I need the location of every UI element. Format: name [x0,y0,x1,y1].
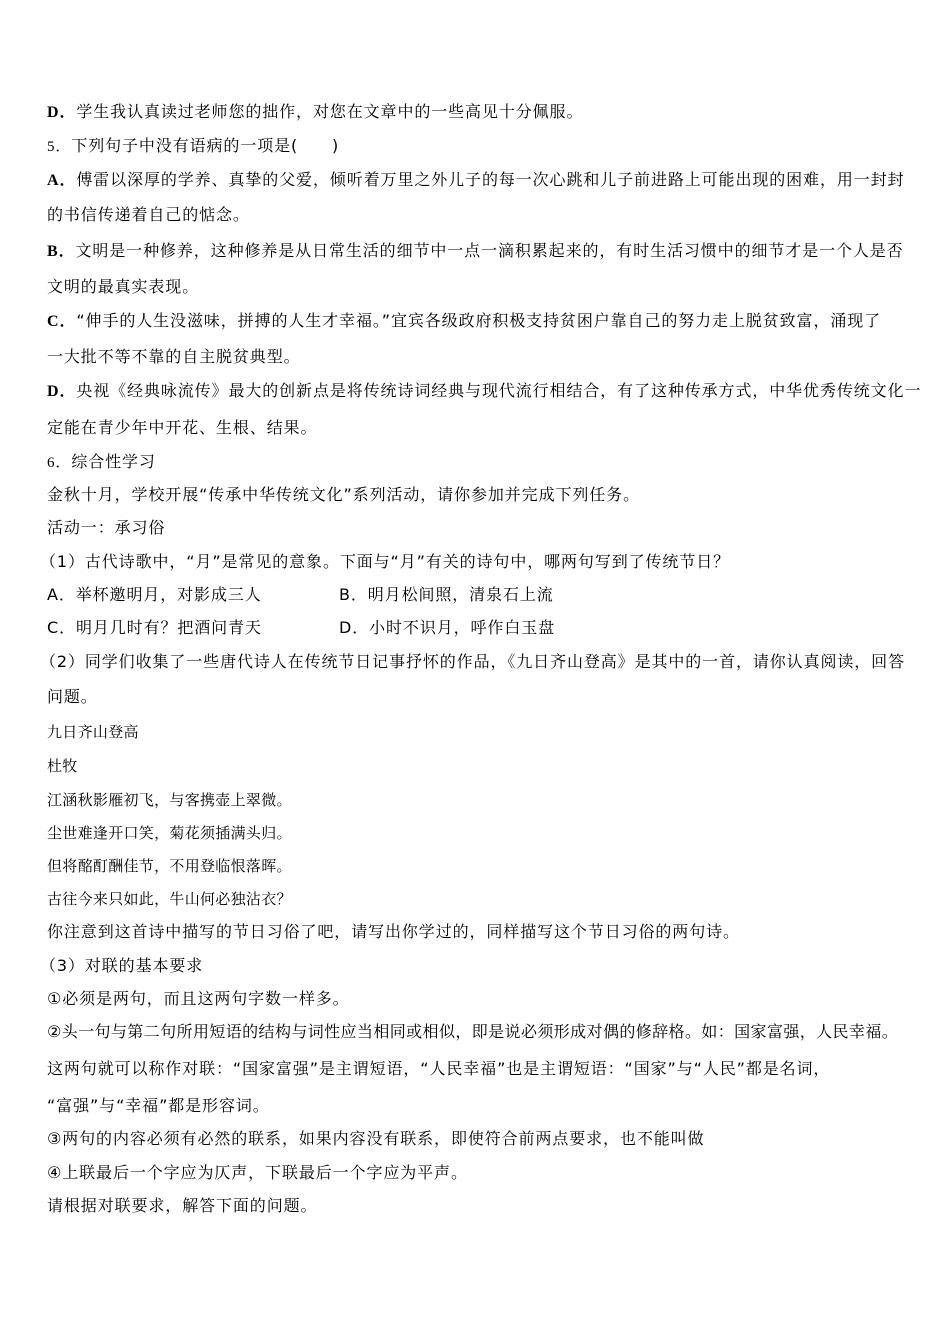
question-title: 综合性学习 [71,452,156,471]
q5-stem [47,136,339,157]
option-label: A． [47,172,77,189]
option-c: C．明月几时有？把酒问青天 [47,618,262,637]
rule-2-cont: “富强”与“幸福”都是形容词。 [47,1096,270,1115]
q5-option-b [47,241,904,262]
q5-option-d [47,381,921,402]
q6-intro: 金秋十月，学校开展“传承中华传统文化”系列活动，请你参加并完成下列任务。 [47,485,640,504]
q4-option-d [47,102,583,123]
poem-line: 尘世难逢开口笑，菊花须插满头归。 [47,824,292,842]
option-a: A．举杯邀明月，对影成三人 [47,585,262,604]
rule-2-cont: 这两句就可以称作对联：“国家富强”是主谓短语，“人民幸福”也是主谓短语：“国家”与“人民”都是名词， [47,1059,831,1078]
q6-stem [47,452,156,473]
option-text: 央视《经典咏流传》最大的创新点是将传统诗词经典与现代流行相结合，有了这种传承方式，中华优秀传统文化一 [76,381,922,400]
q6-part3-instruction: 请根据对联要求，解答下面的问题。 [47,1196,318,1215]
q5-option-a [47,170,904,191]
q6-part1-stem: （1）古代诗歌中，“月”是常见的意象。下面与“月”有关的诗句中，哪两句写到了传统节日？ [40,552,731,571]
q6-part1-options-row1 [47,585,907,605]
option-label: C． [47,313,77,330]
q5-option-c [47,311,881,332]
q5-option-a-cont: 的书信传递着自己的惦念。 [47,205,250,224]
option-text: “伸手的人生没滋味，拼搏的人生才幸福。”宜宾各级政府积极支持贫困户靠自己的努力走上脱贫致富，涌现了 [76,311,882,330]
poem-line: 古往今来只如此，牛山何必独沾衣？ [47,890,292,908]
option-text: 傅雷以深厚的学养、真挚的父爱，倾听着万里之外儿子的每一次心跳和儿子前进路上可能出现的困难，用一封封 [76,170,905,189]
poem-line: 江涵秋影雁初飞，与客携壶上翠微。 [47,791,292,809]
option-label: B． [47,243,76,260]
option-text: 学生我认真读过老师您的拙作，对您在文章中的一些高见十分佩服。 [76,102,584,121]
q6-part1-options-row2 [47,618,907,638]
poem-line: 但将酩酊酬佳节，不用登临恨落晖。 [47,857,292,875]
question-text: 下列句子中没有语病的一项是( ) [71,136,340,155]
rule-1: ①必须是两句，而且这两句字数一样多。 [47,989,350,1008]
option-label: D． [47,383,77,400]
question-number: 6． [47,455,72,471]
q5-option-b-cont: 文明的最真实表现。 [47,277,200,296]
q5-option-c-cont: 一大批不等不靠的自主脱贫典型。 [47,347,301,366]
q6-part2-question: 你注意到这首诗中描写的节日习俗了吧，请写出你学过的，同样描写这个节日习俗的两句诗。 [47,922,740,941]
q5-option-d-cont: 定能在青少年中开花、生根、结果。 [47,418,318,437]
poem-author: 杜牧 [47,757,78,775]
q6-activity: 活动一：承习俗 [47,518,166,537]
q6-part3-title: （3）对联的基本要求 [40,956,204,975]
poem-title: 九日齐山登高 [47,723,139,741]
option-b: B．明月松间照，清泉石上流 [339,585,554,604]
option-text: 文明是一种修养，这种修养是从日常生活的细节中一点一滴积累起来的，有时生活习惯中的细节才是一个人是否 [75,241,904,260]
option-label: D． [47,104,77,121]
rule-3: ③两句的内容必须有必然的联系，如果内容没有联系，即使符合前两点要求，也不能叫做 [47,1129,705,1148]
rule-4: ④上联最后一个字应为仄声，下联最后一个字应为平声。 [47,1163,468,1182]
rule-2: ②头一句与第二句所用短语的结构与词性应当相同或相似，即是说必须形成对偶的修辞格。如：国家富强，人民幸福。 [47,1022,899,1041]
option-d: D．小时不识月，呼作白玉盘 [339,618,556,637]
question-number: 5． [47,139,72,155]
q6-part2-stem: （2）同学们收集了一些唐代诗人在传统节日记事抒怀的作品，《九日齐山登高》是其中的一首，请你认真阅读，回答 [40,652,905,671]
q6-part2-stem-cont: 问题。 [47,687,98,706]
